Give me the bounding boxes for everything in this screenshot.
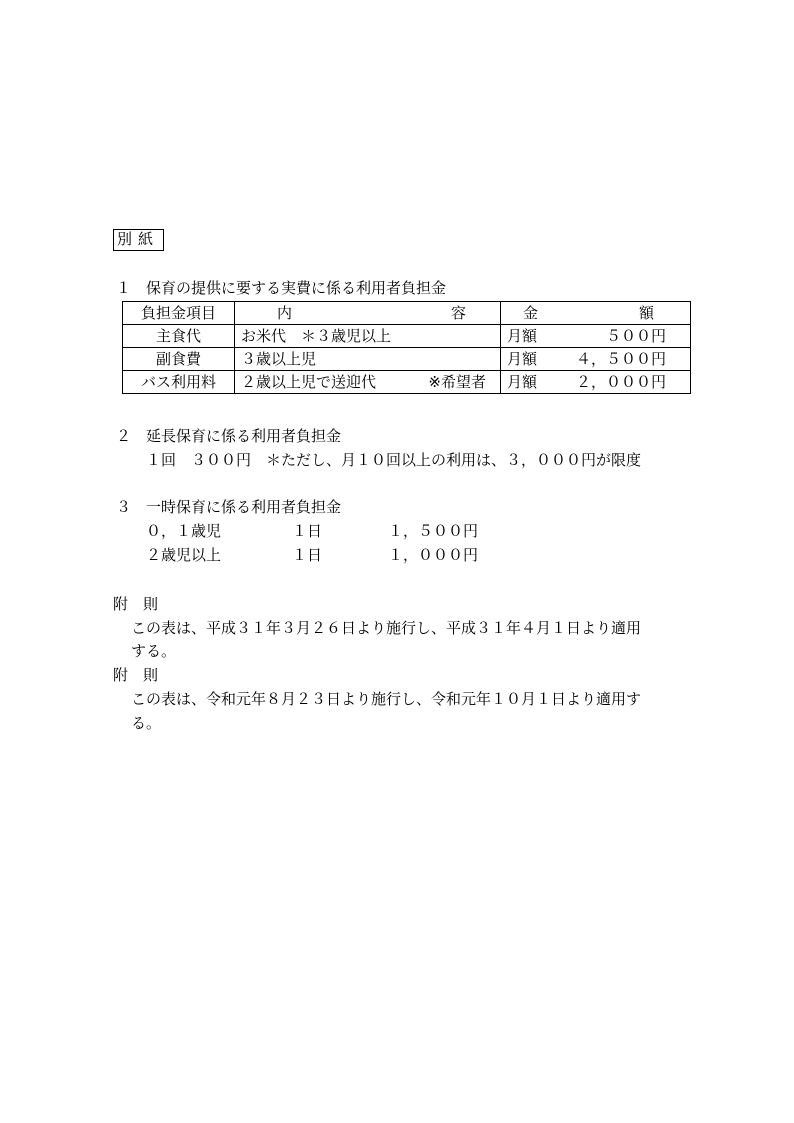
document-heading: 別紙 [113, 229, 164, 251]
header-content [235, 302, 501, 325]
header-amount [501, 302, 691, 325]
row-content: お米代 ＊３歳児以上 [235, 325, 501, 348]
section3-row-fee: １，５００円 [388, 522, 479, 540]
section3-title: ３ 一時保育に係る利用者負担金 [116, 498, 342, 516]
row-content-text: ２歳以上児で送迎代 [241, 372, 377, 391]
table-header-row [123, 302, 691, 325]
row-amount-value: ２，０００円 [575, 372, 666, 391]
row-amount-label: 月額 [507, 349, 538, 368]
row-amount [501, 325, 691, 348]
supplementary-line: この表は、令和元年８月２３日より施行し、令和元年１０月１日より適用す [131, 690, 642, 708]
row-item: 主食代 [123, 325, 235, 348]
table-row [123, 371, 691, 394]
row-amount-value: ４，５００円 [575, 349, 666, 368]
header-amount-a: 金 [523, 303, 539, 322]
row-amount-label: 月額 [507, 372, 538, 391]
header-content-a: 内 [277, 303, 293, 322]
row-item: バス利用料 [123, 371, 235, 394]
row-content-note: ※希望者 [428, 372, 486, 391]
supplementary-line: る。 [131, 714, 162, 732]
supplementary-title: 附 則 [113, 666, 159, 684]
row-amount-value: ５００円 [605, 326, 666, 345]
section3-row-unit: １日 [292, 522, 323, 540]
section3-row-age: ０，１歳児 [146, 522, 222, 540]
row-content [235, 371, 501, 394]
supplementary-title: 附 則 [113, 595, 159, 613]
header-item: 負担金項目 [123, 302, 235, 325]
section3-row-age: ２歳児以上 [146, 546, 222, 564]
section1-title: １ 保育の提供に要する実費に係る利用者負担金 [116, 279, 447, 297]
section2-title: ２ 延長保育に係る利用者負担金 [116, 427, 342, 445]
row-item: 副食費 [123, 348, 235, 371]
row-content: ３歳以上児 [235, 348, 501, 371]
header-amount-b: 額 [638, 303, 654, 322]
row-amount [501, 348, 691, 371]
section3-row-unit: １日 [292, 546, 323, 564]
table-row [123, 348, 691, 371]
header-content-b: 容 [450, 303, 466, 322]
section3-row-fee: １，０００円 [388, 546, 479, 564]
row-amount-label: 月額 [507, 326, 538, 345]
fee-table [122, 301, 691, 394]
section2-line: １回 ３００円 ＊ただし、月１０回以上の利用は、３，０００円が限度 [146, 451, 642, 469]
table-row [123, 325, 691, 348]
row-amount [501, 371, 691, 394]
supplementary-line: この表は、平成３１年３月２６日より施行し、平成３１年４月１日より適用 [131, 619, 642, 637]
supplementary-line: する。 [131, 642, 177, 660]
